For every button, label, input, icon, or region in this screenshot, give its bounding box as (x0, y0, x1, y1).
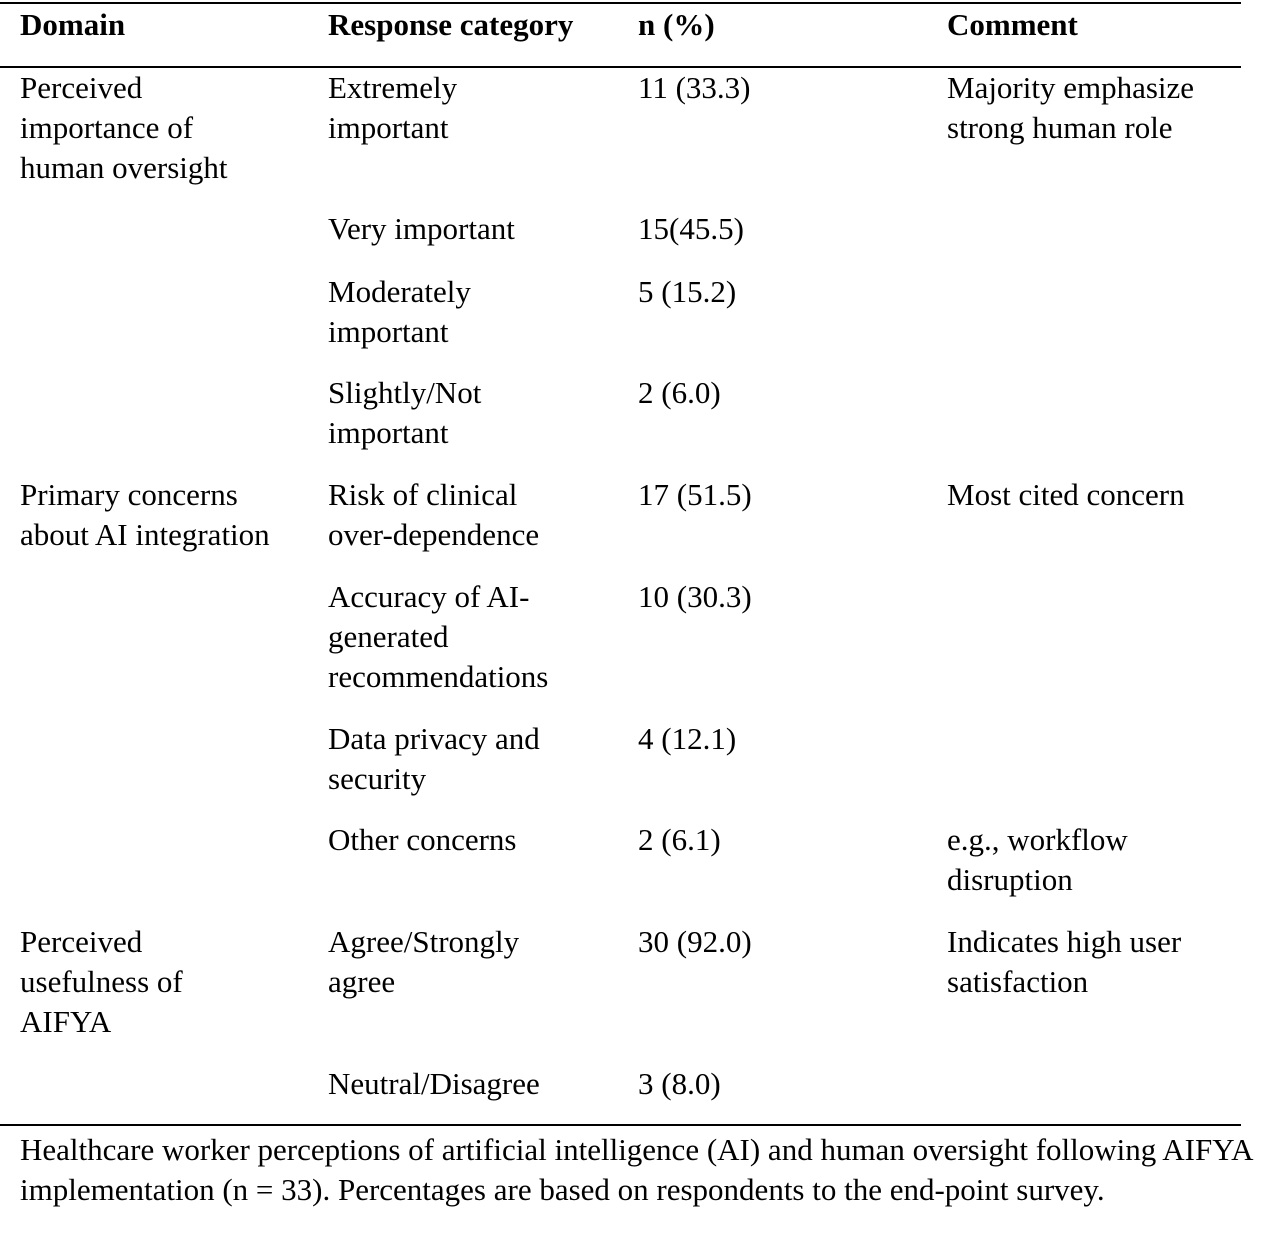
cell-response-category: Risk of clinical over-dependence (328, 477, 540, 552)
cell-domain: Primary concerns about AI integration (20, 477, 270, 552)
table-caption: Healthcare worker perceptions of artificial intelligence (AI) and human oversight following AIFYA implementation (n = 33). Percentages are based on respondents to the end-point survey. (20, 1132, 1252, 1207)
cell-n-percent: 30 (92.0) (638, 924, 752, 959)
header-domain: Domain (20, 7, 126, 42)
cell-response-category: Very important (328, 211, 515, 246)
header-response-category: Response category (328, 7, 574, 42)
cell-n-percent: 3 (8.0) (638, 1066, 721, 1101)
header-comment: Comment (947, 7, 1078, 42)
table-bottom-rule (0, 1124, 1241, 1126)
cell-n-percent: 2 (6.1) (638, 822, 721, 857)
cell-response-category: Accuracy of AI- generated recommendations (328, 579, 549, 694)
cell-response-category: Agree/Strongly agree (328, 924, 520, 999)
cell-response-category: Other concerns (328, 822, 517, 857)
cell-response-category: Extremely important (328, 70, 458, 145)
cell-comment: Most cited concern (947, 477, 1185, 512)
cell-n-percent: 17 (51.5) (638, 477, 752, 512)
cell-n-percent: 2 (6.0) (638, 375, 721, 410)
table-top-rule (0, 2, 1241, 4)
cell-domain: Perceived usefulness of AIFYA (20, 924, 183, 1039)
cell-n-percent: 10 (30.3) (638, 579, 752, 614)
cell-n-percent: 15(45.5) (638, 211, 744, 246)
cell-response-category: Neutral/Disagree (328, 1066, 540, 1101)
cell-response-category: Moderately important (328, 274, 471, 349)
cell-n-percent: 5 (15.2) (638, 274, 737, 309)
cell-domain: Perceived importance of human oversight (20, 70, 228, 185)
cell-n-percent: 4 (12.1) (638, 721, 737, 756)
cell-response-category: Data privacy and security (328, 721, 540, 796)
cell-comment: e.g., workflow disruption (947, 822, 1128, 897)
cell-response-category: Slightly/Not important (328, 375, 482, 450)
cell-n-percent: 11 (33.3) (638, 70, 751, 105)
header-n-percent: n (%) (638, 7, 715, 42)
cell-comment: Majority emphasize strong human role (947, 70, 1195, 145)
cell-comment: Indicates high user satisfaction (947, 924, 1182, 999)
